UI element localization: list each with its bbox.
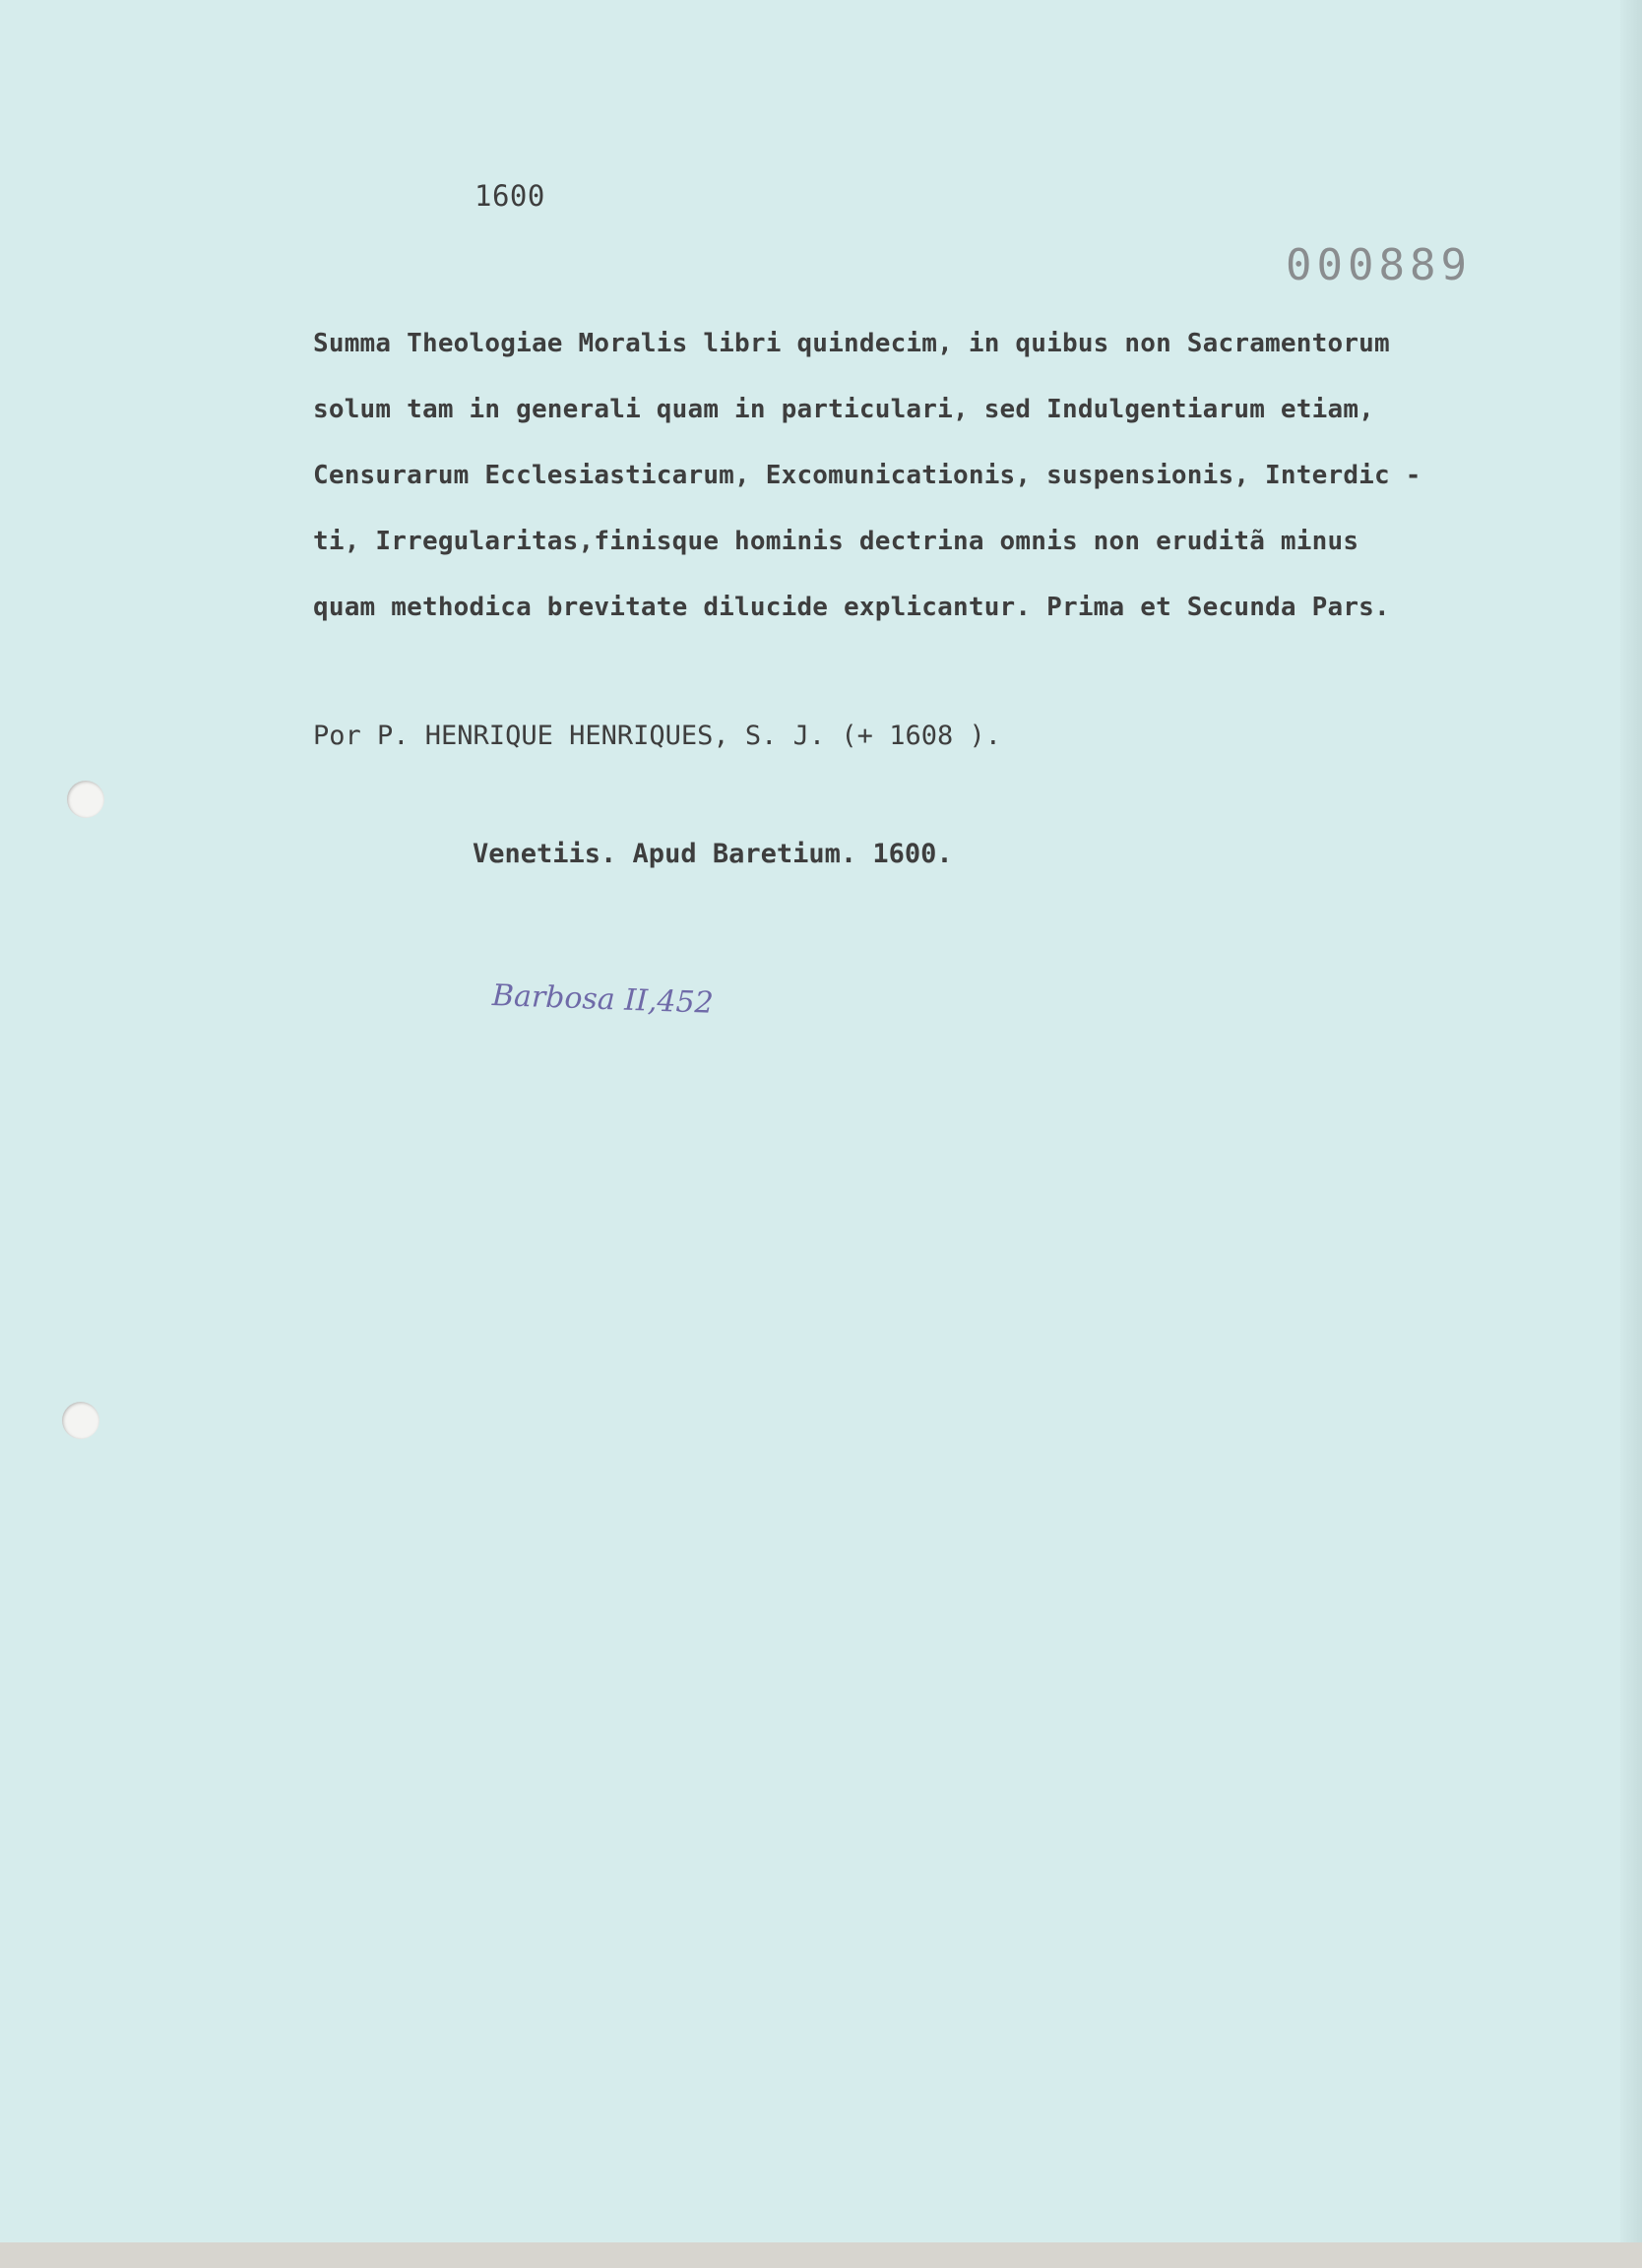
title-line: Summa Theologiae Moralis libri quindecim, in quibus non Sacramentorum xyxy=(313,329,1390,358)
title-line: solum tam in generali quam in particulari, sed Indulgentiarum etiam, xyxy=(313,395,1375,424)
title-line: Censurarum Ecclesiasticarum, Excomunicationis, suspensionis, Interdic - xyxy=(313,461,1421,490)
paper-bottom-edge xyxy=(0,2242,1642,2268)
title-line: ti, Irregularitas,finisque hominis dectrina omnis non eruditã minus xyxy=(313,527,1359,556)
handwritten-reference-note: Barbosa II,452 xyxy=(491,978,715,1021)
author-line: Por P. HENRIQUE HENRIQUES, S. J. (+ 1608 ). xyxy=(313,721,1001,751)
year-heading: 1600 xyxy=(474,179,545,213)
punch-hole-icon xyxy=(67,781,104,818)
record-number-stamp: 000889 xyxy=(1286,240,1472,290)
imprint-line: Venetiis. Apud Baretium. 1600. xyxy=(473,839,953,869)
paper-edge-shadow xyxy=(1620,0,1642,2268)
title-line: quam methodica brevitate dilucide explicantur. Prima et Secunda Pars. xyxy=(313,593,1390,622)
title-block xyxy=(313,311,1612,641)
punch-hole-icon xyxy=(62,1402,99,1439)
